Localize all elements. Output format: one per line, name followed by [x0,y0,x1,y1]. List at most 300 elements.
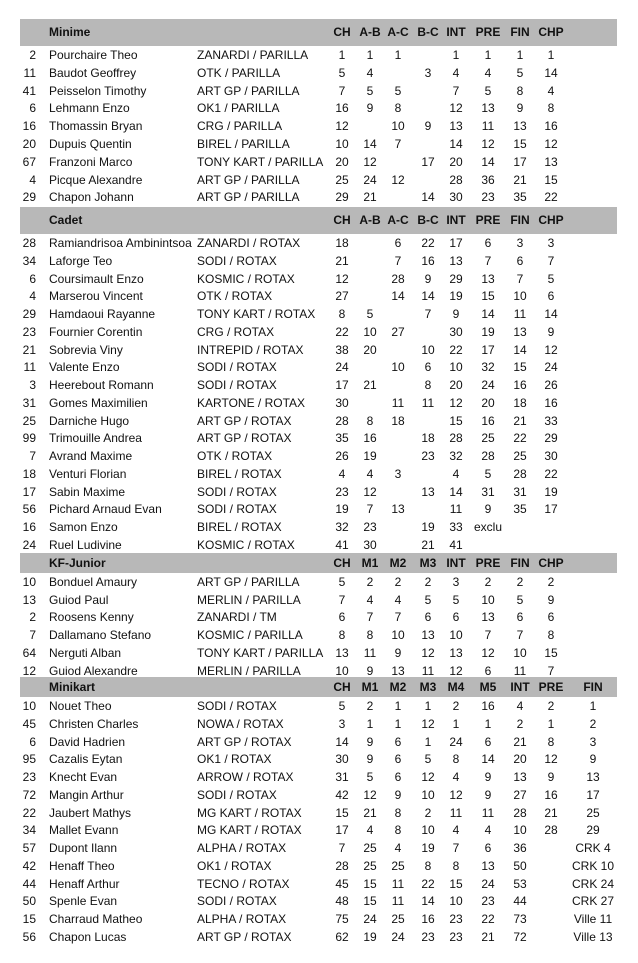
result-value: 3 [338,716,346,731]
team-engine: CRG / ROTAX [197,324,275,339]
result-value: 16 [513,378,527,392]
result-value: 9 [547,592,555,607]
result-value: 10 [335,663,349,678]
result-value: 12 [363,787,377,802]
result-value: 6 [394,770,402,784]
result-value: 1 [484,716,492,731]
result-value: 36 [513,841,527,855]
kart-number: 6 [29,734,36,749]
driver-name: Pichard Arnaud Evan [49,502,162,517]
result-value: 9 [394,645,402,660]
kart-number: 23 [22,770,36,784]
result-value: 4 [394,592,402,607]
result-value: 20 [335,154,349,169]
column-header: CH [333,680,351,694]
result-value: 15 [544,645,558,660]
result-value: 8 [424,858,432,873]
result-value: 22 [449,342,463,357]
result-value: 6 [484,841,492,855]
team-engine: ALPHA / ROTAX [197,912,287,926]
kart-number: 28 [22,236,36,250]
result-value: 30 [449,324,463,339]
result-value: 23 [421,929,435,944]
result-value: 8 [547,101,555,116]
result-value: 9 [424,119,432,134]
result-value: 27 [391,324,405,339]
result-value: 8 [452,752,460,767]
column-header: CHP [538,213,564,227]
driver-name: Guiod Alexandre [49,663,138,678]
table-row [0,341,638,359]
result-value: 41 [335,537,349,552]
result-value: 28 [335,858,349,873]
result-value: 21 [481,929,495,944]
driver-name: Mangin Arthur [49,787,124,802]
result-value: 8 [394,823,402,838]
result-value: 2 [516,716,524,731]
table-row [0,153,638,171]
kart-number: 50 [22,894,36,909]
team-engine: MG KART / ROTAX [197,805,302,820]
result-value: 2 [484,575,492,589]
result-value: 21 [513,734,527,749]
result-value: 1 [484,48,492,62]
result-value: 7 [452,83,460,98]
result-value: 30 [335,752,349,767]
kart-number: 21 [22,342,36,357]
result-value: 4 [484,65,492,80]
result-value: 14 [481,307,495,321]
result-value: 15 [544,172,558,187]
result-value: 25 [363,841,377,855]
kart-number: 6 [29,101,36,116]
result-value: 6 [484,734,492,749]
driver-name: Charraud Matheo [49,912,143,926]
team-engine: ART GP / PARILLA [197,575,300,589]
result-value: CRK 4 [575,841,611,855]
result-value: 28 [449,172,463,187]
team-engine: OK1 / PARILLA [197,101,280,116]
result-value: 14 [421,190,435,205]
result-value: 19 [363,449,377,463]
kart-number: 64 [22,645,36,660]
result-value: 4 [366,592,374,607]
driver-name: Lehmann Enzo [49,101,130,116]
kart-number: 11 [23,65,36,80]
driver-name: Dallamano Stefano [49,628,152,643]
section-title: KF-Junior [49,556,106,570]
result-value: 7 [547,253,555,268]
result-value: 42 [335,787,349,802]
result-value: 2 [516,575,524,589]
result-value: 21 [363,378,377,392]
result-value: CRK 24 [571,876,615,891]
result-value: 10 [335,137,349,151]
result-value: 53 [513,876,527,891]
driver-name: Avrand Maxime [49,449,133,463]
team-engine: ART GP / ROTAX [197,734,292,749]
table-row [0,252,638,270]
result-value: 9 [484,770,492,784]
result-value: 17 [481,342,495,357]
result-value: 9 [366,663,374,678]
result-value: CRK 27 [571,894,615,909]
result-value: 25 [335,172,349,187]
result-value: 4 [452,823,460,838]
column-header: INT [446,213,466,227]
result-value: 21 [363,805,377,820]
kart-number: 56 [22,502,36,517]
team-engine: OTK / ROTAX [197,449,273,463]
result-value: 12 [335,271,349,286]
team-engine: SODI / ROTAX [197,253,277,268]
column-header: FIN [583,680,603,694]
driver-name: Guiod Paul [49,592,109,607]
driver-name: Laforge Teo [49,253,113,268]
result-value: 33 [449,520,463,534]
column-header: INT [446,25,466,39]
result-value: 26 [335,449,349,463]
kart-number: 16 [22,520,36,534]
result-value: 7 [338,592,346,607]
result-value: 11 [391,876,405,891]
table-row [0,483,638,501]
result-value: 4 [452,65,460,80]
result-value: 11 [363,645,377,660]
table-row [0,910,638,928]
result-value: 1 [452,48,460,62]
result-value: 13 [481,858,495,873]
table-row [0,608,638,626]
result-value: Ville 11 [573,912,613,926]
table-row [0,786,638,804]
result-value: 7 [338,83,346,98]
team-engine: SODI / ROTAX [197,502,277,517]
team-engine: CRG / PARILLA [197,119,283,134]
kart-number: 12 [22,663,36,678]
table-row [0,821,638,839]
result-value: 4 [366,823,374,838]
result-value: 12 [391,172,405,187]
driver-name: Franzoni Marco [49,154,133,169]
result-value: 13 [449,253,463,268]
result-value: 7 [516,271,524,286]
result-value: 17 [335,378,349,392]
team-engine: TECNO / ROTAX [197,876,290,891]
result-value: 16 [544,787,558,802]
result-value: 7 [394,137,402,151]
driver-name: Spenle Evan [49,894,118,909]
driver-name: Ramiandrisoa Ambinintsoa [49,236,192,250]
result-value: 10 [391,360,405,375]
driver-name: Darniche Hugo [49,413,130,428]
result-value: 5 [338,575,346,589]
team-engine: TONY KART / ROTAX [197,307,316,321]
result-value: 32 [449,449,463,463]
table-row [0,591,638,609]
result-value: 1 [366,48,374,62]
result-value: 10 [449,894,463,909]
result-value: 73 [513,912,527,926]
result-value: 24 [363,912,377,926]
driver-name: Baudot Geoffrey [49,65,137,80]
result-value: 5 [516,65,524,80]
result-value: 17 [335,823,349,838]
column-header: M2 [389,680,407,694]
column-header: M3 [419,680,437,694]
team-engine: SODI / ROTAX [197,360,277,375]
team-engine: MG KART / ROTAX [197,823,302,838]
result-value: 10 [391,628,405,643]
result-value: 9 [366,734,374,749]
result-value: 25 [586,805,600,820]
result-value: 22 [544,466,558,481]
table-row [0,99,638,117]
result-value: 5 [452,592,460,607]
result-value: 14 [421,289,435,304]
result-value: 11 [513,663,527,678]
result-value: 35 [513,502,527,517]
result-value: 11 [421,395,435,410]
result-value: 12 [481,645,495,660]
kart-number: 95 [22,752,36,767]
result-value: 29 [449,271,463,286]
result-value: 25 [391,912,405,926]
team-engine: BIREL / ROTAX [197,520,282,534]
result-value: 8 [547,628,555,643]
result-value: 15 [363,894,377,909]
kart-number: 7 [29,449,36,463]
team-engine: KARTONE / ROTAX [197,395,306,410]
result-value: 3 [547,236,555,250]
kart-number: 2 [29,48,36,62]
column-header: CHP [538,556,564,570]
team-engine: BIREL / PARILLA [197,137,290,151]
section-header [20,207,617,234]
result-value: 12 [421,716,435,731]
result-value: 16 [544,395,558,410]
result-value: 8 [338,628,346,643]
result-value: 8 [516,83,524,98]
result-value: 11 [391,395,405,410]
result-value: 6 [516,610,524,625]
section-title: Minikart [49,680,96,694]
result-value: 33 [544,413,558,428]
table-row [0,135,638,153]
kart-number: 20 [22,137,36,151]
result-value: 5 [366,307,374,321]
result-value [533,892,569,910]
column-header: M3 [419,556,437,570]
result-value: 32 [481,360,495,375]
table-row [0,270,638,288]
result-value: 25 [513,449,527,463]
team-engine: BIREL / ROTAX [197,466,282,481]
driver-name: Sabin Maxime [49,484,126,499]
kart-number: 6 [29,271,36,286]
result-value: 29 [586,823,600,838]
table-row [0,447,638,465]
result-value: 13 [421,628,435,643]
column-header: FIN [510,213,530,227]
table-row [0,768,638,786]
result-value: 25 [481,431,495,446]
team-engine: SODI / ROTAX [197,699,277,713]
result-value: 28 [391,271,405,286]
result-value: 1 [547,48,555,62]
result-value: 3 [452,575,460,589]
column-header: A-C [387,25,409,39]
result-value: 3 [516,236,524,250]
result-value: 10 [391,119,405,134]
team-engine: SODI / ROTAX [197,378,277,392]
result-value: 23 [421,449,435,463]
kart-number: 45 [22,716,36,731]
driver-name: Thomassin Bryan [49,119,143,134]
kart-number: 57 [22,841,36,855]
result-value: 31 [513,484,527,499]
result-value: 11 [421,663,435,678]
result-value: 11 [481,805,495,820]
kart-number: 11 [23,360,36,375]
result-value: 6 [547,610,555,625]
result-value: 8 [366,413,374,428]
result-value: 4 [484,823,492,838]
result-value: 6 [516,253,524,268]
result-value: 13 [335,645,349,660]
result-value: 6 [424,360,432,375]
result-value: 1 [424,699,432,713]
table-row [0,117,638,135]
kart-number: 10 [22,575,36,589]
result-value: exclu [473,520,502,534]
kart-number: 13 [22,592,36,607]
result-value: 11 [449,502,463,517]
result-value: 1 [424,734,432,749]
result-value: 7 [424,307,432,321]
table-row [0,839,638,857]
result-value: 9 [516,101,524,116]
result-value: 23 [449,912,463,926]
team-engine: ART GP / PARILLA [197,172,300,187]
result-value: 24 [544,360,558,375]
kart-number: 16 [22,119,36,134]
result-value: 4 [452,466,460,481]
result-value [533,536,569,554]
table-row [0,928,638,946]
result-value: 28 [513,805,527,820]
column-header: PRE [538,680,564,694]
result-value: 16 [481,699,495,713]
result-value: 4 [338,466,346,481]
result-value: 19 [421,841,435,855]
driver-name: Peisselon Timothy [49,83,147,98]
result-value: 13 [513,324,527,339]
result-value: 3 [424,65,432,80]
result-value: 7 [366,610,374,625]
result-value: 24 [363,172,377,187]
kart-number: 34 [22,253,36,268]
team-engine: ART GP / ROTAX [197,413,292,428]
result-value: 1 [452,716,460,731]
result-value: 27 [335,289,349,304]
result-value [533,518,569,536]
team-engine: ZANARDI / TM [197,610,277,625]
result-value: 31 [481,484,495,499]
result-value: 16 [421,912,435,926]
result-value: 28 [513,466,527,481]
result-value: 2 [589,716,597,731]
result-value: 62 [335,929,349,944]
result-value: 24 [449,734,463,749]
column-header: M1 [361,680,379,694]
result-value: 10 [481,592,495,607]
result-value: 9 [589,752,597,767]
result-value: 20 [449,378,463,392]
table-row [0,188,638,206]
result-value: 1 [589,699,597,713]
result-value: 10 [513,645,527,660]
driver-name: Heerebout Romann [49,378,154,392]
driver-name: Valente Enzo [49,360,120,375]
result-value: 6 [394,734,402,749]
result-value: 10 [421,823,435,838]
result-value: 17 [449,236,463,250]
table-row [0,412,638,430]
kart-number: 44 [22,876,36,891]
team-engine: OTK / PARILLA [197,65,281,80]
result-value: 3 [394,466,402,481]
result-value: 13 [481,271,495,286]
result-value [533,928,569,946]
kart-number: 29 [22,190,36,205]
result-value [533,875,569,893]
column-header: M1 [361,556,379,570]
result-value: 19 [421,520,435,534]
result-value: 8 [366,628,374,643]
result-value: 16 [544,119,558,134]
driver-name: Jaubert Mathys [49,805,132,820]
result-value: 12 [449,663,463,678]
driver-name: Christen Charles [49,716,139,731]
result-value: 32 [335,520,349,534]
result-value: 5 [338,65,346,80]
result-value: 2 [366,699,374,713]
result-value: 22 [335,324,349,339]
result-value: 4 [366,65,374,80]
result-value: 7 [394,253,402,268]
result-value: 2 [424,805,432,820]
result-value: 5 [516,592,524,607]
result-value: 14 [481,154,495,169]
result-value [470,536,506,554]
result-value: 50 [513,858,527,873]
team-engine: OK1 / ROTAX [197,858,272,873]
result-value: 13 [544,154,558,169]
column-header: A-C [387,213,409,227]
driver-name: Roosens Kenny [49,610,134,625]
driver-name: Sobrevia Viny [49,342,123,357]
result-value: 25 [363,858,377,873]
result-value: 15 [513,137,527,151]
result-value: 19 [481,324,495,339]
result-value: 6 [338,610,346,625]
result-value: 5 [424,592,432,607]
driver-name: Mallet Evann [49,823,119,838]
team-engine: TONY KART / PARILLA [197,154,324,169]
team-engine: ZANARDI / ROTAX [197,236,301,250]
column-header: B-C [417,25,439,39]
